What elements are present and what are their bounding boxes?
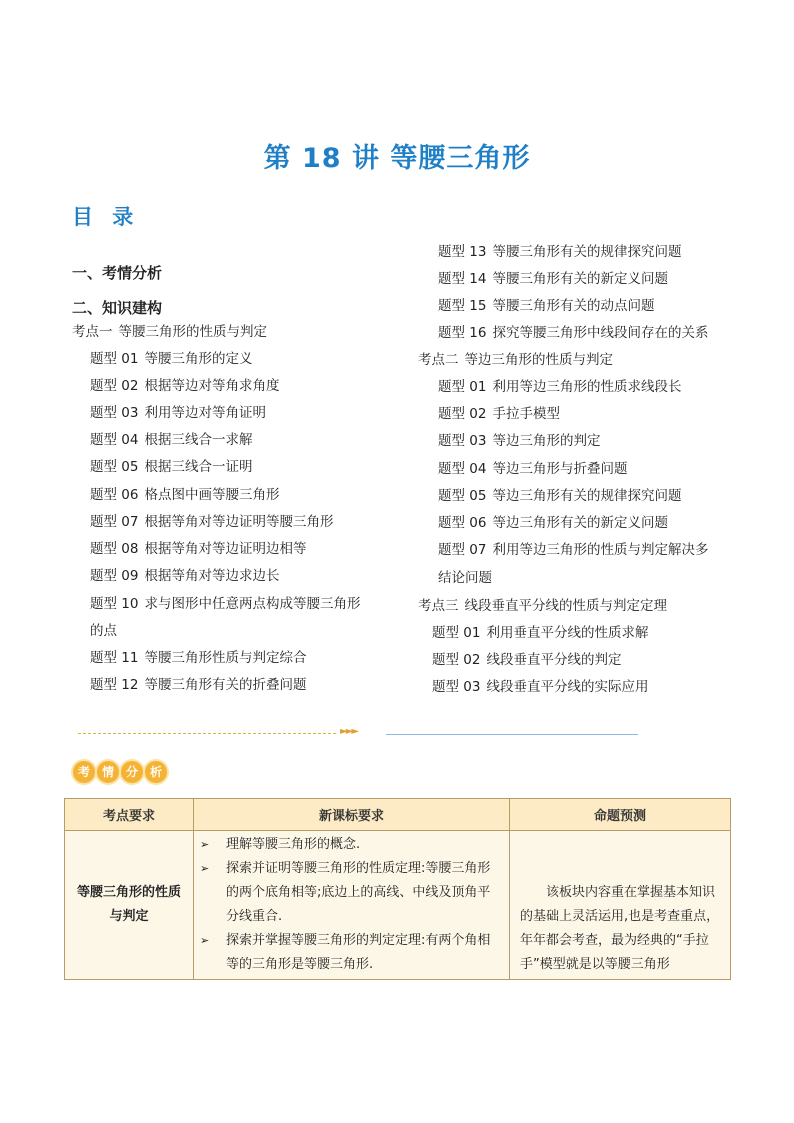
toc-item-label: 利用等边三角形的性质与判定解决多 bbox=[492, 542, 709, 558]
page-title: 第 18 讲 等腰三角形 bbox=[263, 143, 531, 174]
toc-item-number: 考点二 bbox=[418, 352, 459, 368]
topic-cell: 等腰三角形的性质与判定 bbox=[65, 831, 194, 980]
toc-item-label: 等腰三角形的性质与判定 bbox=[118, 324, 267, 340]
badge-char: 考 bbox=[73, 761, 95, 783]
exam-analysis-table bbox=[64, 798, 731, 980]
toc-item[interactable] bbox=[438, 538, 708, 558]
toc-item[interactable] bbox=[438, 402, 560, 422]
toc-item-number: 题型 16 bbox=[438, 325, 487, 341]
toc-item[interactable] bbox=[438, 457, 627, 477]
toc-item-label: 根据等角对等边证明边相等 bbox=[144, 541, 307, 557]
toc-item-label: 的点 bbox=[90, 623, 117, 639]
toc-section[interactable] bbox=[72, 262, 162, 283]
toc-topic[interactable] bbox=[418, 594, 667, 614]
toc-item[interactable] bbox=[90, 483, 279, 503]
toc-item[interactable] bbox=[438, 484, 681, 504]
toc-item-number: 题型 10 bbox=[90, 596, 139, 612]
toc-item-number: 题型 01 bbox=[432, 625, 481, 641]
toc-item[interactable] bbox=[438, 240, 681, 260]
toc-item-number: 题型 03 bbox=[438, 433, 487, 449]
toc-item-label: 等边三角形的性质与判定 bbox=[464, 352, 613, 368]
toc-item-number: 题型 12 bbox=[90, 677, 139, 693]
table-header-row bbox=[65, 799, 731, 831]
toc-item[interactable] bbox=[90, 564, 279, 584]
toc-item[interactable] bbox=[438, 566, 492, 586]
toc-topic[interactable] bbox=[418, 348, 613, 368]
section-badge bbox=[73, 761, 167, 783]
toc-item[interactable] bbox=[438, 294, 654, 314]
toc-item-label: 等腰三角形有关的规律探究问题 bbox=[492, 244, 682, 260]
toc-item-number: 题型 02 bbox=[432, 652, 481, 668]
toc-item[interactable] bbox=[432, 648, 621, 668]
toc-item-number: 题型 14 bbox=[438, 271, 487, 287]
toc-item-label: 线段垂直平分线的实际应用 bbox=[486, 679, 649, 695]
toc-item-label: 等边三角形与折叠问题 bbox=[492, 461, 628, 477]
toc-item-label: 求与图形中任意两点构成等腰三角形 bbox=[144, 596, 361, 612]
toc-item[interactable] bbox=[90, 374, 279, 394]
list-item bbox=[200, 857, 501, 929]
badge-char: 析 bbox=[145, 761, 167, 783]
toc-item-number: 题型 13 bbox=[438, 244, 487, 260]
toc-item-number: 题型 04 bbox=[438, 461, 487, 477]
toc-item[interactable] bbox=[90, 592, 360, 612]
toc-item[interactable] bbox=[90, 347, 252, 367]
toc-item-number: 题型 09 bbox=[90, 568, 139, 584]
requirement-text: 探索并证明等腰三角形的性质定理:等腰三角形的两个底角相等;底边上的高线、中线及顶角平分线重合. bbox=[226, 861, 491, 924]
toc-item[interactable] bbox=[90, 401, 266, 421]
toc-item-label: 线段垂直平分线的判定 bbox=[486, 652, 622, 668]
toc-item-number: 题型 05 bbox=[438, 488, 487, 504]
badge-char: 分 bbox=[121, 761, 143, 783]
toc-item-number: 题型 04 bbox=[90, 432, 139, 448]
toc-item[interactable] bbox=[438, 321, 708, 341]
requirement-text: 理解等腰三角形的概念. bbox=[226, 837, 361, 852]
toc-item-label: 手拉手模型 bbox=[492, 406, 560, 422]
bullet-arrow-icon: ➢ bbox=[200, 934, 210, 947]
toc-item-label: 利用等边对等角证明 bbox=[144, 405, 266, 421]
toc-item-label: 一、考情分析 bbox=[72, 264, 163, 282]
toc-item-number: 题型 06 bbox=[438, 515, 487, 531]
toc-item-label: 利用垂直平分线的性质求解 bbox=[486, 625, 649, 641]
toc-item[interactable] bbox=[438, 511, 668, 531]
toc-item-number: 题型 07 bbox=[90, 514, 139, 530]
toc-item-number: 题型 01 bbox=[438, 379, 487, 395]
toc-item-number: 题型 05 bbox=[90, 459, 139, 475]
toc-item-label: 结论问题 bbox=[438, 570, 492, 586]
toc-item-label: 等腰三角形有关的新定义问题 bbox=[492, 271, 668, 287]
toc-item-label: 等腰三角形有关的动点问题 bbox=[492, 298, 655, 314]
prediction-cell: 该板块内容重在掌握基本知识的基础上灵活运用,也是考查重点，年年都会考查，最为经典的“手拉手”模型就是以等腰三角形 bbox=[510, 831, 731, 980]
bullet-arrow-icon: ➢ bbox=[200, 862, 210, 875]
toc-item-label: 利用等边三角形的性质求线段长 bbox=[492, 379, 682, 395]
toc-item-label: 二、知识建构 bbox=[72, 299, 163, 317]
toc-item-number: 题型 11 bbox=[90, 650, 139, 666]
toc-item[interactable] bbox=[90, 537, 306, 557]
toc-item-label: 根据等边对等角求角度 bbox=[144, 378, 280, 394]
toc-item-label: 根据三线合一证明 bbox=[144, 459, 253, 475]
toc-item[interactable] bbox=[90, 455, 252, 475]
toc-topic[interactable] bbox=[72, 320, 267, 340]
toc-item-label: 格点图中画等腰三角形 bbox=[144, 487, 280, 503]
toc-item-number: 题型 03 bbox=[432, 679, 481, 695]
list-item bbox=[200, 833, 501, 857]
toc-item-label: 根据等角对等边证明等腰三角形 bbox=[144, 514, 334, 530]
toc-item-number: 题型 02 bbox=[90, 378, 139, 394]
toc-item[interactable] bbox=[432, 675, 648, 695]
table-header: 新课标要求 bbox=[194, 799, 510, 831]
table-row bbox=[65, 831, 731, 980]
toc-item[interactable] bbox=[90, 673, 306, 693]
toc-item[interactable] bbox=[432, 621, 648, 641]
toc-item-label: 等边三角形有关的规律探究问题 bbox=[492, 488, 682, 504]
toc-item-label: 等腰三角形性质与判定综合 bbox=[144, 650, 307, 666]
requirements-cell bbox=[194, 831, 510, 980]
table-header: 考点要求 bbox=[65, 799, 194, 831]
toc-item[interactable] bbox=[90, 619, 117, 639]
list-item bbox=[200, 929, 501, 977]
toc-item-number: 考点三 bbox=[418, 598, 459, 614]
toc-item-number: 题型 06 bbox=[90, 487, 139, 503]
toc-item-label: 等腰三角形的定义 bbox=[144, 351, 253, 367]
toc-item-number: 题型 07 bbox=[438, 542, 487, 558]
toc-item-label: 等腰三角形有关的折叠问题 bbox=[144, 677, 307, 693]
requirement-text: 探索并掌握等腰三角形的判定定理:有两个角相等的三角形是等腰三角形. bbox=[226, 933, 491, 972]
toc-item-label: 等边三角形有关的新定义问题 bbox=[492, 515, 668, 531]
toc-item[interactable] bbox=[90, 510, 333, 530]
toc-item-number: 题型 15 bbox=[438, 298, 487, 314]
toc-item-number: 题型 03 bbox=[90, 405, 139, 421]
toc-item-label: 探究等腰三角形中线段间存在的关系 bbox=[492, 325, 709, 341]
toc-item-number: 题型 01 bbox=[90, 351, 139, 367]
table-header: 命题预测 bbox=[510, 799, 731, 831]
toc-item-label: 线段垂直平分线的性质与判定定理 bbox=[464, 598, 667, 614]
toc-section[interactable] bbox=[72, 297, 162, 318]
toc-item-label: 根据三线合一求解 bbox=[144, 432, 253, 448]
toc-item-number: 题型 02 bbox=[438, 406, 487, 422]
toc-item[interactable] bbox=[438, 375, 681, 395]
toc-item[interactable] bbox=[90, 646, 306, 666]
toc-item-label: 根据等角对等边求边长 bbox=[144, 568, 280, 584]
toc-heading: 目 录 bbox=[72, 205, 140, 229]
toc-item[interactable] bbox=[438, 267, 668, 287]
bullet-arrow-icon: ➢ bbox=[200, 838, 210, 851]
toc-item-number: 题型 08 bbox=[90, 541, 139, 557]
toc-item-label: 等边三角形的判定 bbox=[492, 433, 601, 449]
toc-item[interactable] bbox=[90, 428, 252, 448]
toc-item-number: 考点一 bbox=[72, 324, 113, 340]
badge-char: 情 bbox=[97, 761, 119, 783]
toc-item[interactable] bbox=[438, 429, 600, 449]
